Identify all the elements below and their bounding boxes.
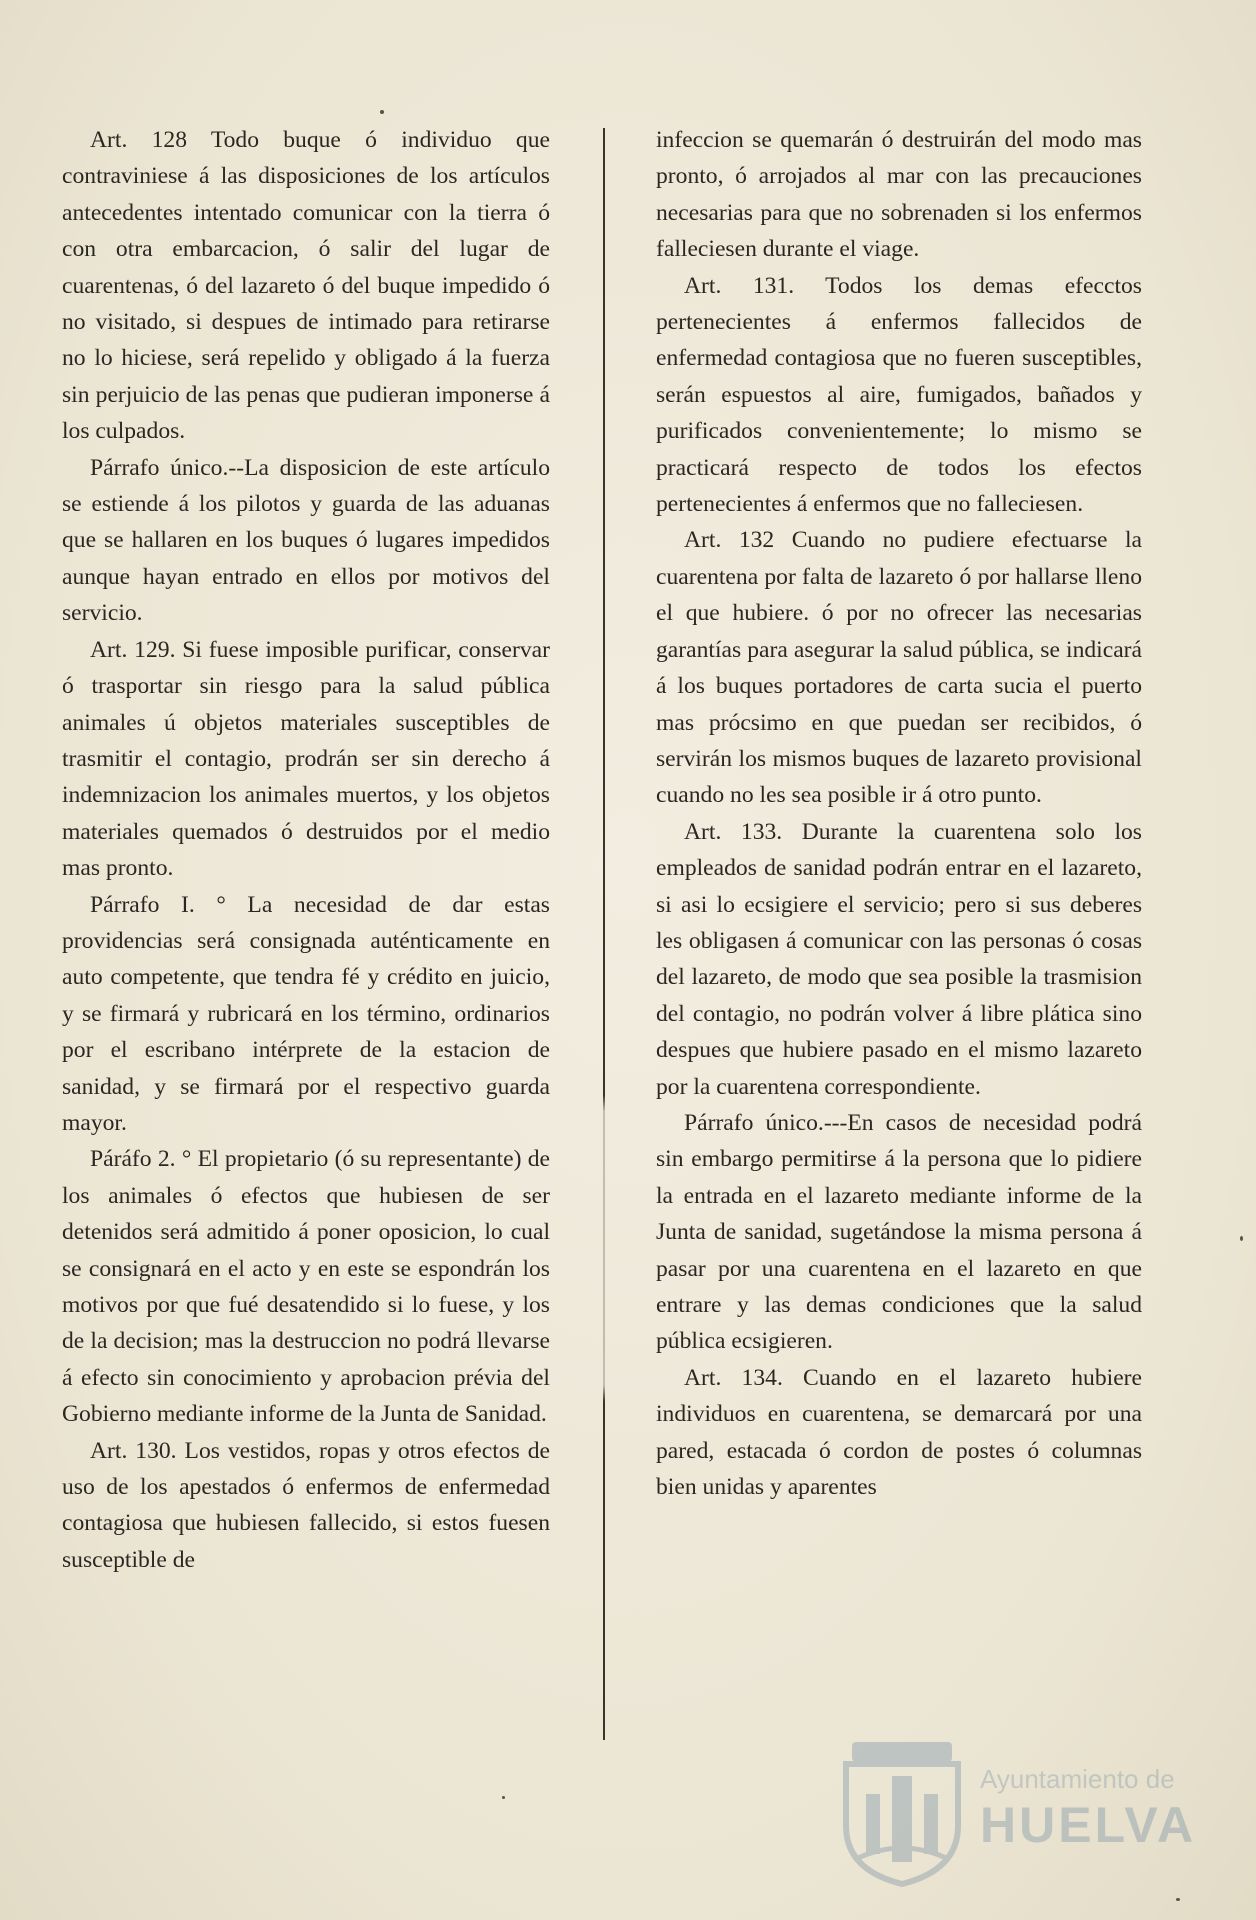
right-text-column [656, 122, 1142, 1505]
article-131: Art. 131. Todos los demas efecctos pertenecientes á enfermos fallecidos de enfermedad contagiosa que no fueren susceptibles, serán espuestos al aire, fumigados, bañados y purificados convenientemente; lo mismo se practicará respecto de todos los efectos pertenecientes á enfermos que no falleciesen. [656, 272, 1142, 518]
article-128: Art. 128 Todo buque ó individuo que contraviniese á las disposiciones de los artículos antecedentes intentado comunicar con la tierra ó con otra embarcacion, ó salir del lugar de cuarentenas, ó del lazareto ó del buque impedido ó no visitado, si despues de intimado para retirarse no lo hiciese, será repelido y obligado á la fuerza sin perjuicio de las penas que pudieran imponerse á los culpados. [62, 127, 550, 445]
article-133: Art. 133. Durante la cuarentena solo los empleados de sanidad podrán entrar en el lazareto, si asi lo ecsigiere el servicio; pero si sus deberes les obligasen á comunicar con las personas ó cosas del lazareto, de modo que sea posible la trasmision del contagio, no podrán volver á libre plática sino despues que hubiere pasado en el mismo lazareto por la cuarentena correspondiente. [656, 818, 1142, 1100]
article-129-paragraph-2: Páráfo 2. ° El propietario (ó su representante) de los animales ó efectos que hubiesen de ser detenidos será admitido á poner oposicion, lo cual se consignará en el acto y en este se espondrán los motivos por que fué desatendido si lo fuese, y los de la decision; mas la destruccion no podrá llevarse á efecto sin conocimiento y aprobacion prévia del Gobierno mediante informe de la Junta de Sanidad. [62, 1146, 550, 1428]
ink-speck [380, 110, 384, 114]
article-132: Art. 132 Cuando no pudiere efectuarse la cuarentena por falta de lazareto ó por hallarse lleno el que hubiere. ó por no ofrecer las necesarias garantías para asegurar la salud pública, se indicará á los buques portadores de carta sucia el puerto mas prócsimo en que puedan ser recibidos, ó servirán los mismos buques de lazareto provisional cuando no les sea posible ir á otro punto. [656, 527, 1142, 809]
ink-speck [502, 1796, 505, 1799]
article-129: Art. 129. Si fuese imposible purificar, conservar ó trasportar sin riesgo para la salud pública animales ú objetos materiales susceptibles de trasmitir el contagio, prodrán ser sin derecho á indemnizacion los animales muertos, y los objetos materiales quemados ó destruidos por el medio mas pronto. [62, 636, 550, 882]
column-divider [603, 128, 605, 1740]
watermark-line-2: HUELVA [980, 1797, 1197, 1853]
article-130: Art. 130. Los vestidos, ropas y otros efectos de uso de los apestados ó enfermos de enfermedad contagiosa que hubiesen fallecido, si estos fuesen susceptible de [62, 1437, 550, 1573]
ink-speck [1176, 1898, 1180, 1901]
watermark-line-1: Ayuntamiento de [980, 1764, 1175, 1794]
article-128-paragraph-unique: Párrafo único.--La disposicion de este artículo se estiende á los pilotos y guarda de las aduanas que se hallaren en los buques ó lugares impedidos aunque hayan entrado en ellos por motivos del servicio. [62, 454, 550, 627]
article-134: Art. 134. Cuando en el lazareto hubiere individuos en cuarentena, se demarcará por una pared, estacada ó cordon de postes ó columnas bien unidas y aparentes [656, 1364, 1142, 1501]
ink-speck [1240, 1236, 1243, 1241]
coat-of-arms-icon [838, 1738, 966, 1888]
article-129-paragraph-1: Párrafo I. ° La necesidad de dar estas providencias será consignada auténticamente en auto competente, que tendra fé y crédito en juicio, y se firmará y rubricará en los término, ordinarios por el escribano intérprete de la estacion de sanidad, y se firmará por el respectivo guarda mayor. [62, 891, 550, 1136]
municipal-watermark [838, 1738, 1197, 1888]
left-text-column [62, 122, 550, 1578]
article-133-paragraph-unique: Párrafo único.---En casos de necesidad podrá sin embargo permitirse á la persona que lo pidiere la entrada en el lazareto mediante informe de la Junta de sanidad, sugetándose la misma persona á pasar por una cuarentena en el lazareto en que entrare y las demas condiciones que la salud pública ecsigieren. [656, 1109, 1142, 1355]
article-130-continuation: infeccion se quemarán ó destruirán del modo mas pronto, ó arrojados al mar con las precauciones necesarias para que no sobrenaden si los enfermos falleciesen durante el viage. [656, 127, 1142, 263]
